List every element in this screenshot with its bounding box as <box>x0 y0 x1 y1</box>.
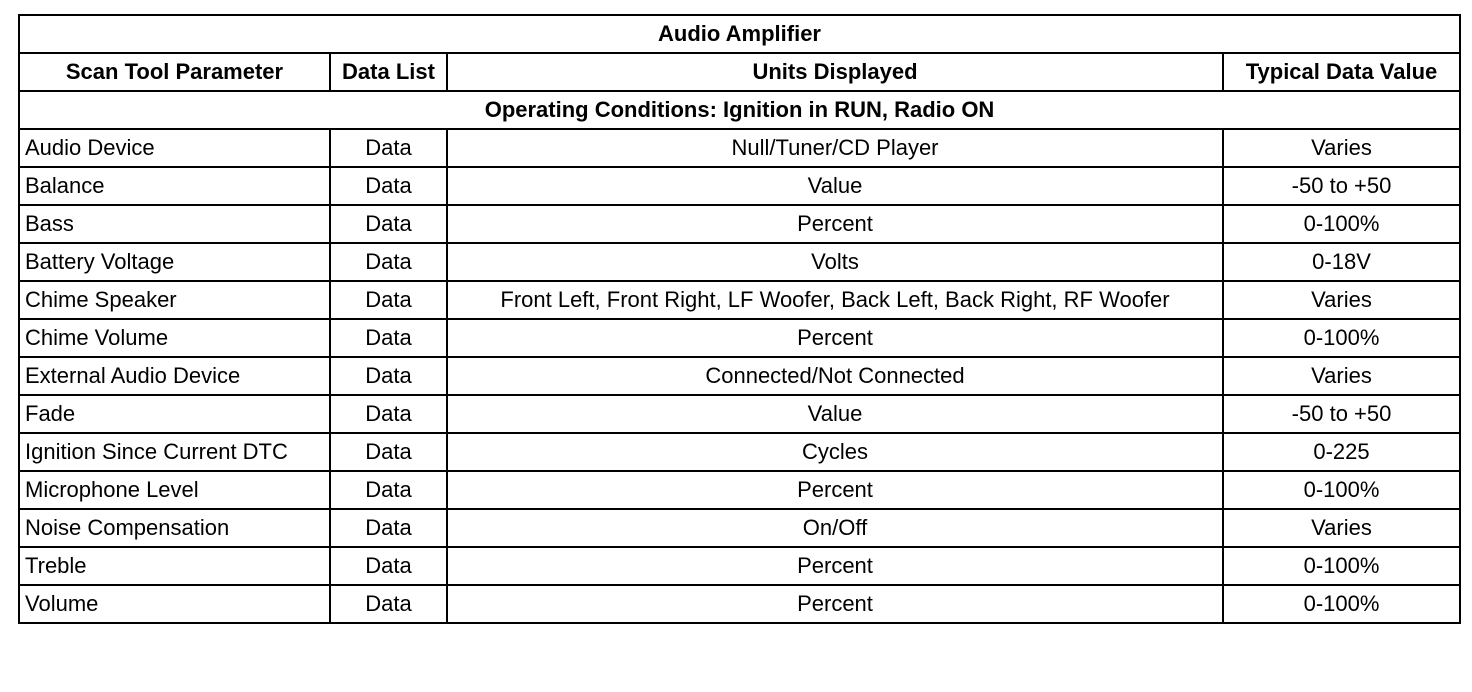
cell-data-list: Data <box>330 585 447 623</box>
operating-conditions: Operating Conditions: Ignition in RUN, Radio ON <box>19 91 1460 129</box>
cell-parameter: Audio Device <box>19 129 330 167</box>
cell-typical-value: 0-100% <box>1223 319 1460 357</box>
table-row <box>19 281 1460 319</box>
cell-units: Cycles <box>447 433 1223 471</box>
cell-units: Value <box>447 167 1223 205</box>
header-units-displayed: Units Displayed <box>447 53 1223 91</box>
table-row <box>19 509 1460 547</box>
table-row <box>19 319 1460 357</box>
cell-parameter: Chime Volume <box>19 319 330 357</box>
cell-typical-value: 0-100% <box>1223 205 1460 243</box>
cell-parameter: Volume <box>19 585 330 623</box>
cell-data-list: Data <box>330 547 447 585</box>
cell-data-list: Data <box>330 205 447 243</box>
cell-data-list: Data <box>330 319 447 357</box>
section-row <box>19 91 1460 129</box>
table-row <box>19 585 1460 623</box>
cell-typical-value: 0-100% <box>1223 547 1460 585</box>
table-row <box>19 547 1460 585</box>
audio-amplifier-table <box>18 14 1461 624</box>
cell-parameter: Balance <box>19 167 330 205</box>
cell-parameter: Ignition Since Current DTC <box>19 433 330 471</box>
header-typical-data-value: Typical Data Value <box>1223 53 1460 91</box>
table-title: Audio Amplifier <box>19 15 1460 53</box>
cell-data-list: Data <box>330 167 447 205</box>
cell-typical-value: Varies <box>1223 357 1460 395</box>
cell-typical-value: -50 to +50 <box>1223 395 1460 433</box>
cell-parameter: Treble <box>19 547 330 585</box>
cell-data-list: Data <box>330 129 447 167</box>
cell-typical-value: 0-100% <box>1223 471 1460 509</box>
cell-units: Volts <box>447 243 1223 281</box>
table-row <box>19 205 1460 243</box>
cell-data-list: Data <box>330 357 447 395</box>
header-data-list: Data List <box>330 53 447 91</box>
table-row <box>19 471 1460 509</box>
cell-data-list: Data <box>330 471 447 509</box>
cell-typical-value: Varies <box>1223 509 1460 547</box>
cell-data-list: Data <box>330 243 447 281</box>
table-header-row <box>19 53 1460 91</box>
cell-units: Percent <box>447 471 1223 509</box>
cell-typical-value: Varies <box>1223 129 1460 167</box>
cell-units: Null/Tuner/CD Player <box>447 129 1223 167</box>
table-title-row <box>19 15 1460 53</box>
cell-parameter: Noise Compensation <box>19 509 330 547</box>
cell-parameter: External Audio Device <box>19 357 330 395</box>
table-row <box>19 243 1460 281</box>
cell-units: Value <box>447 395 1223 433</box>
cell-units: Percent <box>447 585 1223 623</box>
cell-data-list: Data <box>330 433 447 471</box>
header-scan-tool-parameter: Scan Tool Parameter <box>19 53 330 91</box>
cell-parameter: Battery Voltage <box>19 243 330 281</box>
cell-units: Percent <box>447 205 1223 243</box>
table-row <box>19 433 1460 471</box>
cell-typical-value: 0-100% <box>1223 585 1460 623</box>
cell-typical-value: Varies <box>1223 281 1460 319</box>
table-row <box>19 129 1460 167</box>
cell-units: Percent <box>447 547 1223 585</box>
table-row <box>19 357 1460 395</box>
table-row <box>19 167 1460 205</box>
table-row <box>19 395 1460 433</box>
cell-parameter: Microphone Level <box>19 471 330 509</box>
cell-units: Connected/Not Connected <box>447 357 1223 395</box>
cell-parameter: Fade <box>19 395 330 433</box>
cell-data-list: Data <box>330 509 447 547</box>
cell-units: Percent <box>447 319 1223 357</box>
cell-parameter: Chime Speaker <box>19 281 330 319</box>
cell-data-list: Data <box>330 395 447 433</box>
cell-typical-value: -50 to +50 <box>1223 167 1460 205</box>
cell-data-list: Data <box>330 281 447 319</box>
cell-typical-value: 0-18V <box>1223 243 1460 281</box>
cell-parameter: Bass <box>19 205 330 243</box>
cell-typical-value: 0-225 <box>1223 433 1460 471</box>
cell-units: On/Off <box>447 509 1223 547</box>
cell-units: Front Left, Front Right, LF Woofer, Back Left, Back Right, RF Woofer <box>447 281 1223 319</box>
table-body <box>19 129 1460 623</box>
